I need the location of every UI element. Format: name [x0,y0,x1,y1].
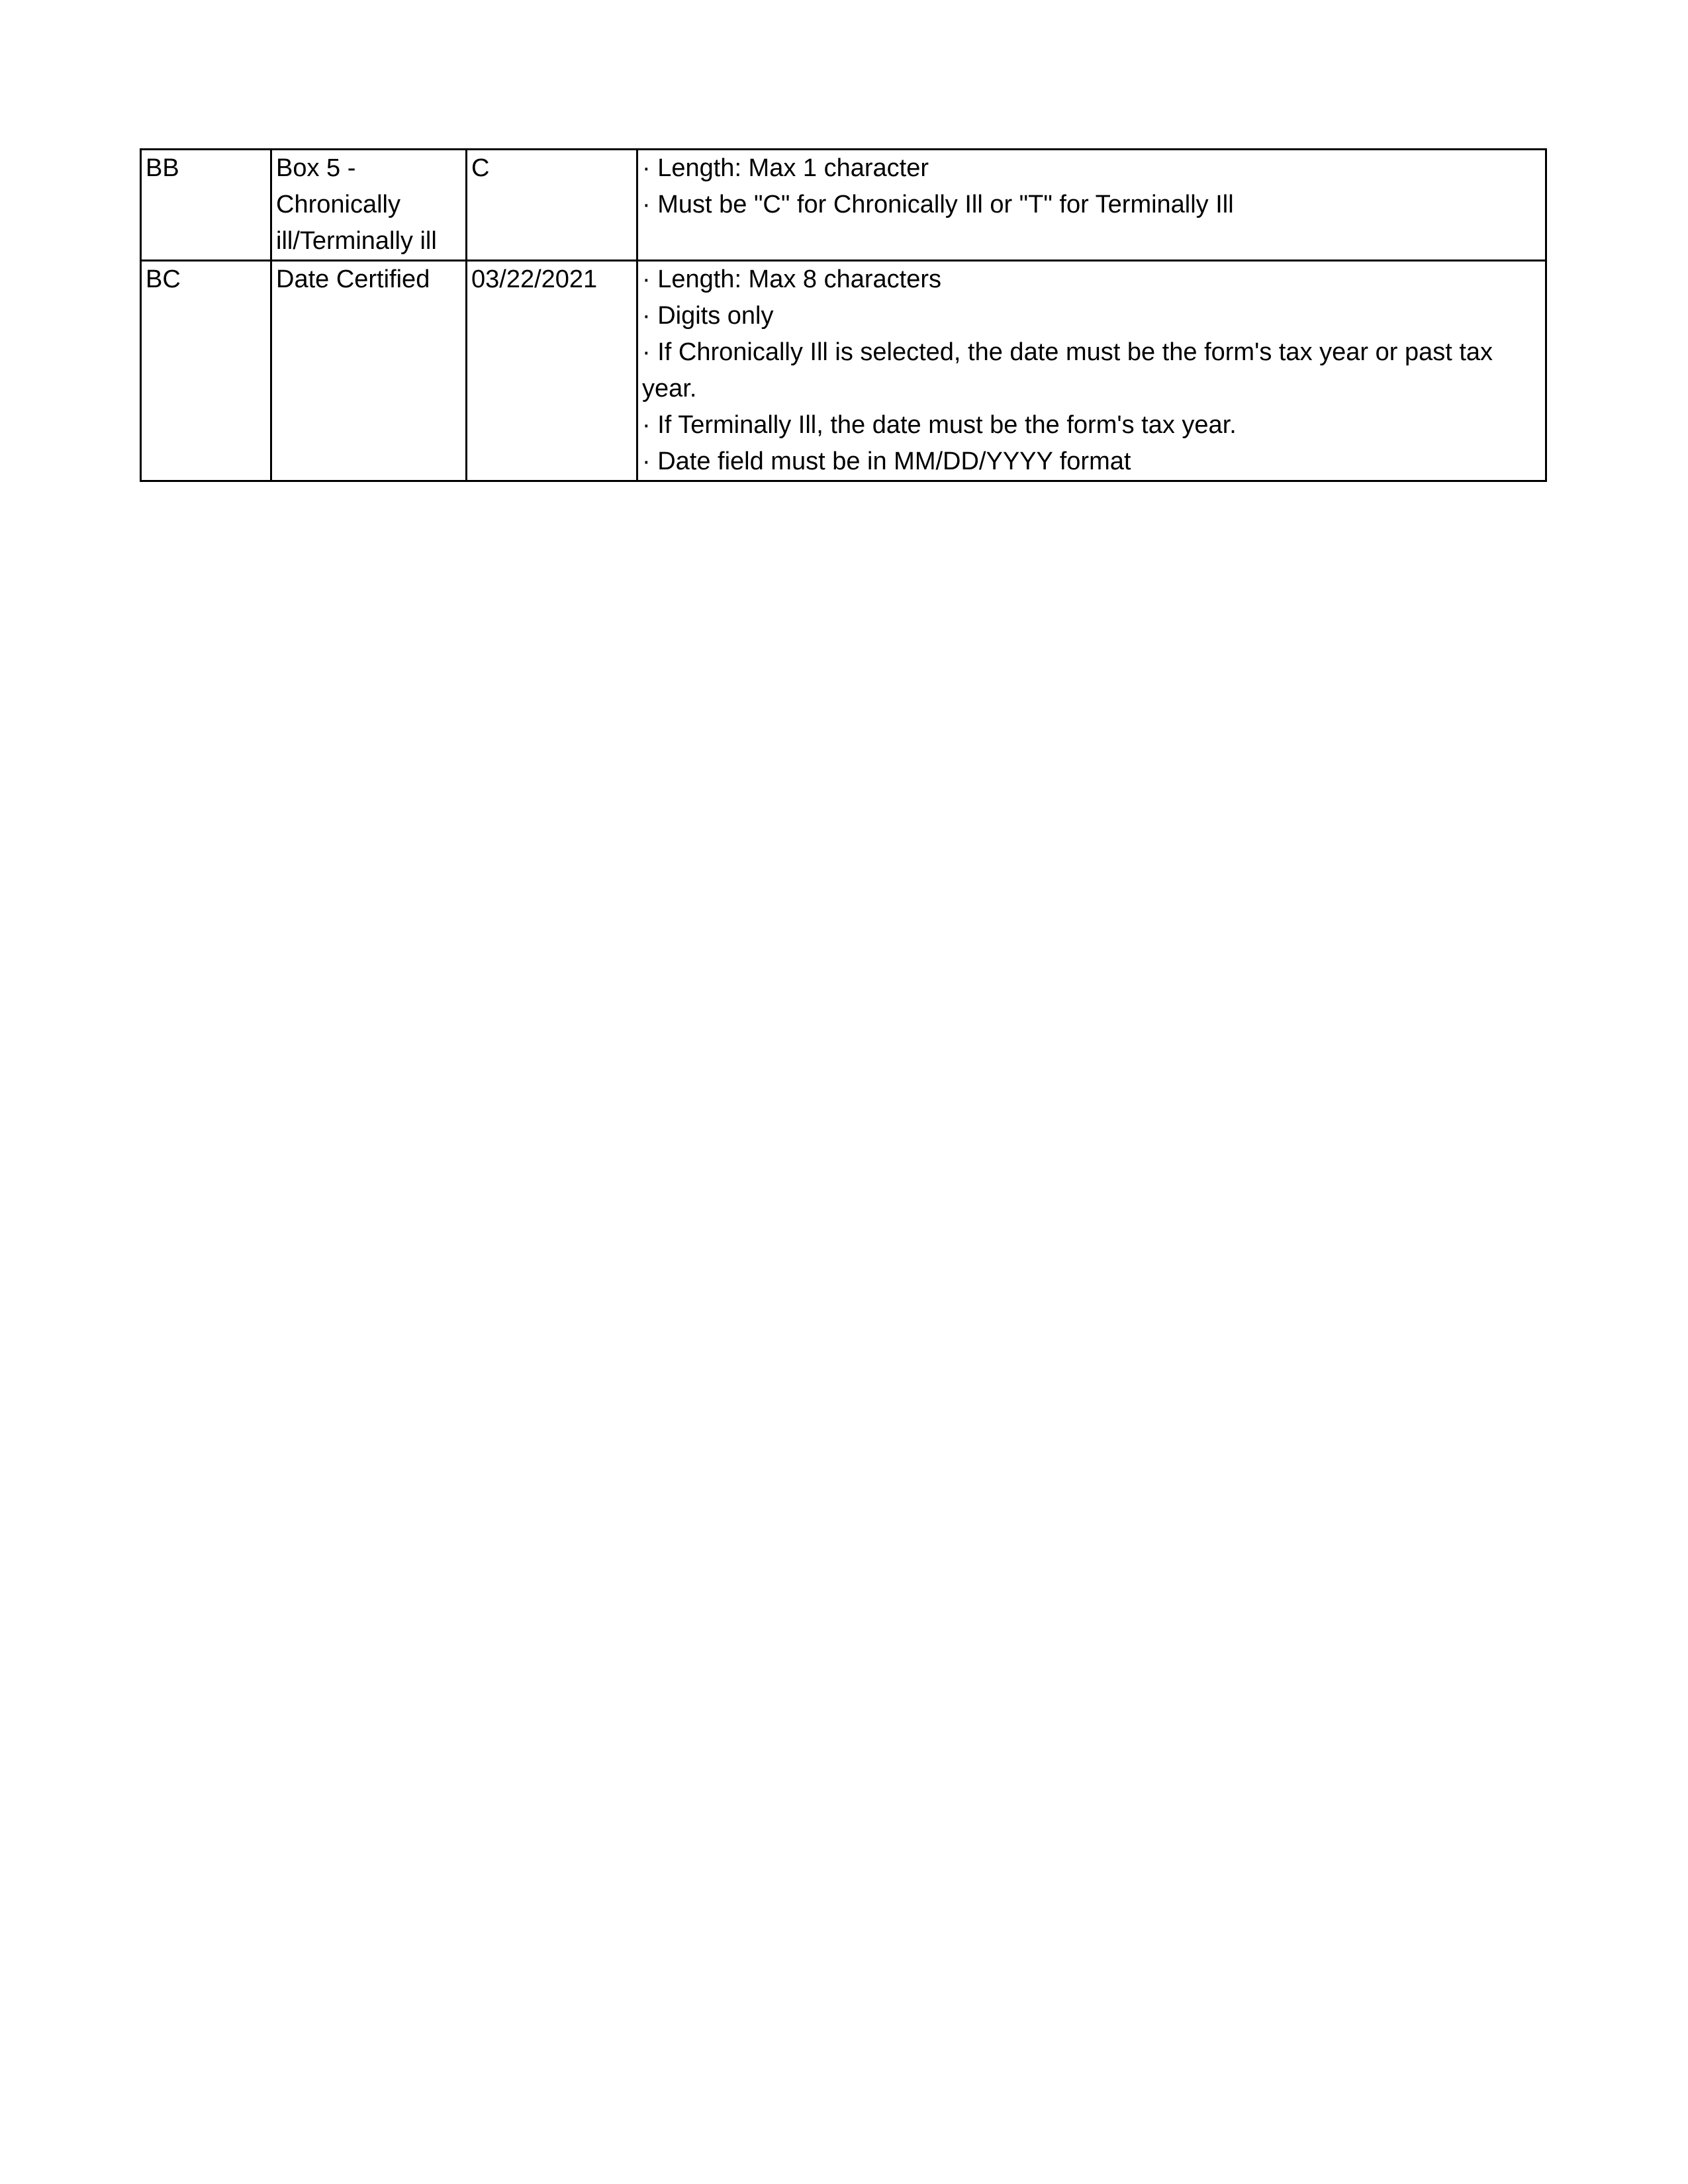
example-value-cell [467,150,637,261]
validation-rule: · Length: Max 1 character [642,154,929,182]
validation-rule: · Date field must be in MM/DD/YYYY format [642,448,1131,475]
validation-rule: year. [642,375,697,403]
validation-rules-cell [637,150,1546,261]
field-name-line: ill/Terminally ill [276,227,437,255]
field-name-cell [271,261,467,481]
example-value-cell [467,261,637,481]
field-code-cell [141,261,271,481]
field-spec-table [140,148,1547,482]
field-name-line: Date Certified [276,265,430,293]
validation-rules-cell [637,261,1546,481]
validation-rule: · Length: Max 8 characters [642,265,941,293]
example-value: C [471,154,490,182]
validation-rule: · If Terminally Ill, the date must be the form's tax year. [642,411,1237,439]
example-value: 03/22/2021 [471,265,598,293]
validation-rule: · If Chronically Ill is selected, the date must be the form's tax year or past tax [642,338,1493,366]
field-name-line: Box 5 - [276,154,356,182]
field-name-line: Chronically [276,191,400,218]
table-row [141,261,1546,481]
field-name-cell [271,150,467,261]
validation-rule: · Must be "C" for Chronically Ill or "T" for Terminally Ill [642,191,1234,218]
field-code: BC [146,265,181,293]
field-code-cell [141,150,271,261]
validation-rule: · Digits only [642,302,774,330]
table-row [141,150,1546,261]
field-code: BB [146,154,179,182]
